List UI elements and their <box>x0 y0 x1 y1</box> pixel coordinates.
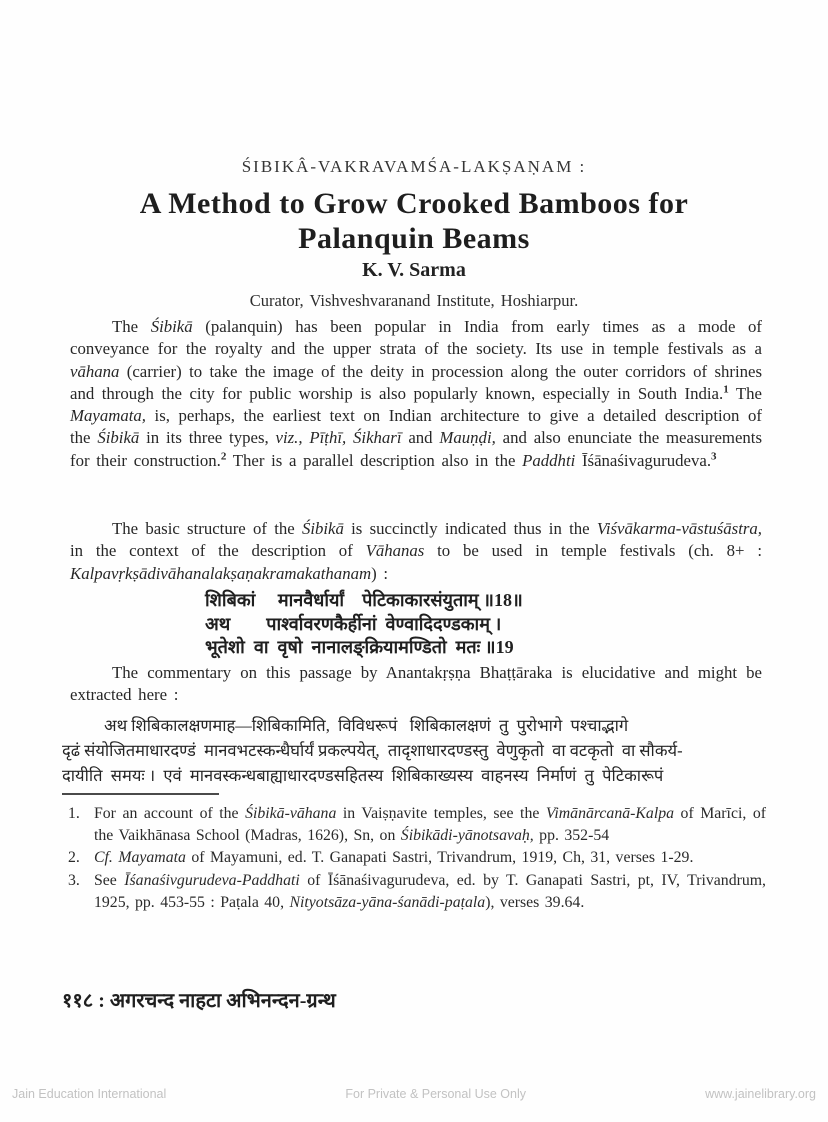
scan-footer-center: For Private & Personal Use Only <box>345 1087 526 1101</box>
verse-line-mid: अथ पार्श्वावरणकैर्हीनां वेण्वादिदण्डकाम् । <box>205 613 502 634</box>
author-affiliation: Curator, Vishveshvaranand Institute, Hoshiarpur. <box>249 291 579 310</box>
series-title: ŚIBIKÂ-VAKRAVAMŚA-LAKṢAṆAM : <box>241 157 587 176</box>
commentary-line-1: अथ शिबिकालक्षणमाह—शिबिकामिति, विविधरूपं शिबिकालक्षणं तु पुरोभागे पश्चाद्भागे <box>104 716 629 735</box>
commentary-line-3: दायीति समयः । एवं मानवस्कन्धबाह्याधारदण्डसहितस्य शिबिकाख्यस्य वाहनस्य निर्माणं तु पेटिकारूपं <box>62 766 664 785</box>
article-title <box>0 186 828 256</box>
footnote-3 <box>66 870 766 914</box>
scan-footer-left: Jain Education International <box>12 1087 167 1101</box>
footnote-2-text: Cf. Mayamata of Mayamuni, ed. T. Ganapati Sastri, Trivandrum, 1919, Ch, 31, verses 1-29. <box>94 849 694 867</box>
paragraph-basic-structure: The basic structure of the Śibikā is succinctly indicated thus in the Viśvākarma-vāstuśāstra, in the context of the description of Vāhanas to be used in temple festivals (ch. 8+ : Kalpavṛkṣādivāhanalakṣaṇakramakathanam) : <box>70 519 762 583</box>
paragraph-introduction: The Śibikā (palanquin) has been popular in India from early times as a mode of conveyance for the royalty and the upper strata of the society. Its use in temple festivals as a vāhana (carrier) to take the image of the deity in procession along the outer corridors of shrines and through the city for public worship is also popularly known, especially in South India.$^1$ The Mayamata, is, perhaps, the earliest text on Indian architecture to give a detailed description of the Śibikā in its three types, viz., Pīṭhī, Śikharī and Mauṇḍi, and also enunciate the measurements for their construction.$^2$ Ther is a parallel description also in the Paddhti Īśānaśivagurudeva.$^3$ <box>70 317 763 470</box>
footnote-2 <box>66 847 766 869</box>
page-number-footer: ११८ : अगरचन्द नाहटा अभिनन्दन-ग्रन्थ <box>62 990 336 1012</box>
verse-line-18: शिबिकां मानवैर्धार्यां पेटिकाकारसंयुताम् ॥18॥ <box>205 590 523 610</box>
paragraph-commentary-intro: The commentary on this passage by Anantakṛṣṇa Bhaṭṭāraka is elucidative and might be extracted here : <box>70 663 762 705</box>
verse-line-19: भूतेशो वा वृषो नानालङ्क्रियामण्डितो मतः ॥19 <box>205 637 514 657</box>
footnotes-section <box>66 803 766 914</box>
article-title-line2: Palanquin Beams <box>298 222 530 255</box>
scan-watermark-footer <box>0 1087 828 1101</box>
footnote-1-text: For an account of the Śibikā-vāhana in Vaiṣṇavite temples, see the Vimānārcanā-Kalpa of Marīci, of the Vaikhānasa School (Madras, 1626), Sn, on Śibikādi-yānotsavaḥ, pp. 352-54 <box>94 805 766 845</box>
author-name: K. V. Sarma <box>362 259 466 281</box>
commentary-line-2: दृढं संयोजितमाधारदण्डं मानवभटस्कन्धैर्घार्यं प्रकल्पयेत्, तादृशाधारदण्डस्तु वेणुकृतो वा वटकृतो वा सौकर्य- <box>62 741 683 760</box>
sanskrit-commentary-block <box>62 713 764 788</box>
footnote-3-text: See Īśanaśivgurudeva-Paddhati of Īśānaśivagurudeva, ed. by T. Ganapati Sastri, pt, IV, Trivandrum, 1925, pp. 453-55 : Paṭala 40, Nityotsāza-yāna-śanādi-paṭala), verses 39.64. <box>94 871 766 911</box>
footnote-divider-rule <box>62 793 219 795</box>
article-title-line1: A Method to Grow Crooked Bamboos for <box>139 187 689 220</box>
sanskrit-verse-block <box>205 589 523 660</box>
footnote-3-number: 3. <box>68 871 80 889</box>
footnote-1-number: 1. <box>68 805 80 822</box>
scan-footer-right: www.jainelibrary.org <box>705 1087 816 1101</box>
footnote-2-number: 2. <box>68 849 80 867</box>
footnote-1 <box>66 803 766 847</box>
